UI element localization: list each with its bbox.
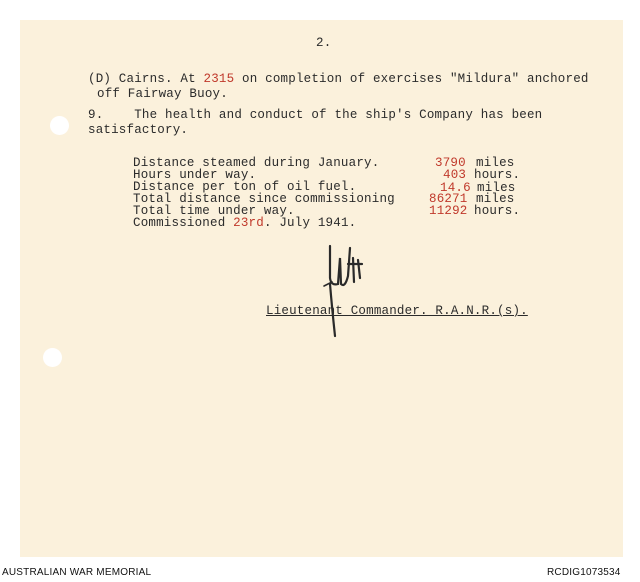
page-number: 2.	[316, 36, 332, 50]
paragraph-9-line1: 9. The health and conduct of the ship's Company has been	[88, 108, 543, 122]
commissioned-line	[133, 216, 356, 230]
punch-hole-top	[50, 116, 69, 135]
stat-unit-hours-under-way: hours.	[474, 168, 521, 182]
paragraph-d-line1	[88, 72, 589, 86]
footer-document-id: RCDIG1073534	[547, 567, 621, 578]
stat-unit-total-time: hours.	[474, 204, 521, 218]
punch-hole-bottom	[43, 348, 62, 367]
stat-value-total-distance: 86271	[429, 192, 468, 206]
stat-value-hours-under-way: 403	[443, 168, 467, 182]
stat-label-total-time: Total time under way.	[133, 204, 295, 218]
stat-unit-distance-per-ton: miles	[477, 181, 516, 195]
paragraph-d-prefix: (D) Cairns. At	[88, 72, 204, 86]
stat-unit-total-distance: miles	[476, 192, 515, 206]
stat-label-hours-under-way: Hours under way.	[133, 168, 257, 182]
commissioned-prefix: Commissioned	[133, 216, 234, 230]
handwritten-signature	[318, 238, 368, 338]
stat-value-distance-per-ton: 14.6	[440, 181, 471, 195]
stat-label-total-distance: Total distance since commissioning	[133, 192, 395, 206]
paragraph-d-time: 2315	[203, 72, 235, 86]
commissioned-date: 23rd	[233, 216, 264, 230]
paragraph-9-line2: satisfactory.	[88, 123, 189, 137]
stat-value-total-time: 11292	[429, 204, 468, 218]
footer-archive-name: AUSTRALIAN WAR MEMORIAL	[2, 567, 152, 578]
stat-value-distance-january: 3790	[435, 156, 466, 170]
stat-label-distance-per-ton: Distance per ton of oil fuel.	[133, 180, 357, 194]
paragraph-d-line2: off Fairway Buoy.	[97, 87, 228, 101]
commissioned-suffix: . July 1941.	[263, 216, 357, 230]
stat-label-distance-january: Distance steamed during January.	[133, 156, 380, 170]
paragraph-d-suffix: on completion of exercises "Mildura" anchored	[234, 72, 589, 86]
signature-title: Lieutenant Commander. R.A.N.R.(s).	[266, 304, 528, 318]
stat-unit-distance-january: miles	[476, 156, 515, 170]
